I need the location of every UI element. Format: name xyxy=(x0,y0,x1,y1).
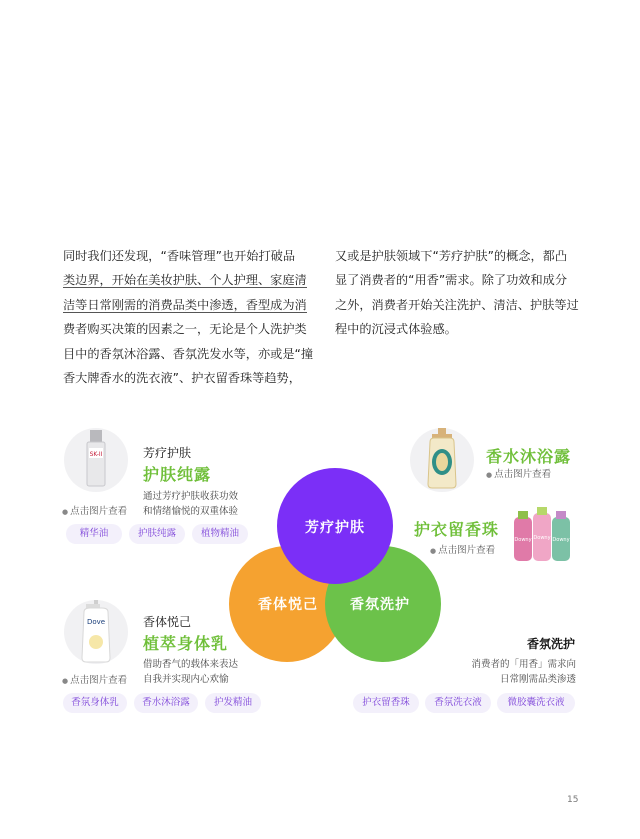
tag-plant-oil: 植物精油 xyxy=(192,524,248,544)
svg-text:Downy: Downy xyxy=(552,537,570,543)
serum-bottle-icon xyxy=(64,428,128,492)
aromatherapy-product: 护肤纯露 xyxy=(143,465,212,484)
page-number: 15 xyxy=(567,795,579,805)
body-fragrance-hint[interactable]: ● 点击图片查看 xyxy=(62,675,128,686)
beads-product: 护衣留香珠 xyxy=(414,520,500,539)
fragrance-care-desc: 消费者的「用香」需求向 日常刚需品类渗透 xyxy=(471,659,576,685)
text-line: 之外，消费者开始关注洗护、清洁、护肤等过 xyxy=(335,297,579,312)
body-fragrance-desc: 借助香气的载体来表达 自我并实现内心欢愉 xyxy=(143,659,239,685)
aromatherapy-category: 芳疗护肤 xyxy=(143,446,192,460)
pump-bottle-icon xyxy=(410,428,474,492)
tag-body-lotion: 香氛身体乳 xyxy=(63,693,127,713)
text-line: 显了消费者的“用香”需求。除了功效和成分 xyxy=(335,273,568,288)
aromatherapy-hint[interactable]: ● 点击图片查看 xyxy=(62,506,128,517)
tag-hair-oil: 护发精油 xyxy=(205,693,261,713)
body-wash-hint[interactable]: ● 点击图片查看 xyxy=(486,469,552,480)
right-text-column xyxy=(335,244,585,342)
scent-bead-bottles-icon xyxy=(510,503,574,567)
svg-text:Downy: Downy xyxy=(514,537,532,543)
body-fragrance-product: 植萃身体乳 xyxy=(143,634,229,653)
tag-microcapsule-detergent: 微胶囊洗衣液 xyxy=(497,693,575,713)
venn-label-aromatherapy: 芳疗护肤 xyxy=(305,520,365,536)
body-wash-product: 香水沐浴露 xyxy=(486,447,572,466)
tag-scent-beads: 护衣留香珠 xyxy=(353,693,419,713)
svg-text:SK-II: SK-II xyxy=(89,451,103,458)
tag-fragrance-detergent: 香氛洗衣液 xyxy=(425,693,491,713)
text-line: 费者购买决策的因素之一，无论是个人洗护类 xyxy=(63,322,307,337)
fragrance-care-category: 香氛洗护 xyxy=(527,637,576,651)
left-text-column xyxy=(63,244,313,390)
body-wash-product-image[interactable] xyxy=(410,428,474,492)
lotion-bottle-icon xyxy=(64,600,128,664)
tag-hydrosol: 护肤纯露 xyxy=(129,524,185,544)
tag-perfume-body-wash: 香水沐浴露 xyxy=(134,693,198,713)
text-line: 香大牌香水的洗衣液”、护衣留香珠等趋势， xyxy=(63,371,301,386)
text-line: 洁等日常刚需的消费品类中渗透，香型成为消 xyxy=(63,297,307,312)
venn-label-body-fragrance: 香体悦己 xyxy=(258,597,318,613)
text-line: 程中的沉浸式体验感。 xyxy=(335,322,457,337)
text-line: 同时我们还发现，“香味管理”也开始打破品 xyxy=(63,249,296,263)
body-fragrance-category: 香体悦己 xyxy=(143,615,192,629)
tag-essence-oil: 精华油 xyxy=(66,524,122,544)
skii-product-image[interactable] xyxy=(64,428,128,492)
text-line: 目中的香氛沐浴露、香氛洗发水等，亦或是“撞 xyxy=(63,346,314,361)
aromatherapy-desc: 通过芳疗护肤收获功效 和情绪愉悦的双重体验 xyxy=(143,491,239,517)
svg-text:Downy: Downy xyxy=(533,535,551,541)
text-line: 类边界，开始在美妆护肤、个人护理、家庭清 xyxy=(63,273,307,288)
text-line: 又或是护肤领域下“芳疗护肤”的概念，都凸 xyxy=(335,249,568,263)
svg-text:Dove: Dove xyxy=(86,618,106,626)
beads-product-image[interactable] xyxy=(510,503,574,567)
beads-hint[interactable]: ● 点击图片查看 xyxy=(430,545,496,556)
venn-label-fragrance-care: 香氛洗护 xyxy=(350,597,410,613)
dove-product-image[interactable] xyxy=(64,600,128,664)
